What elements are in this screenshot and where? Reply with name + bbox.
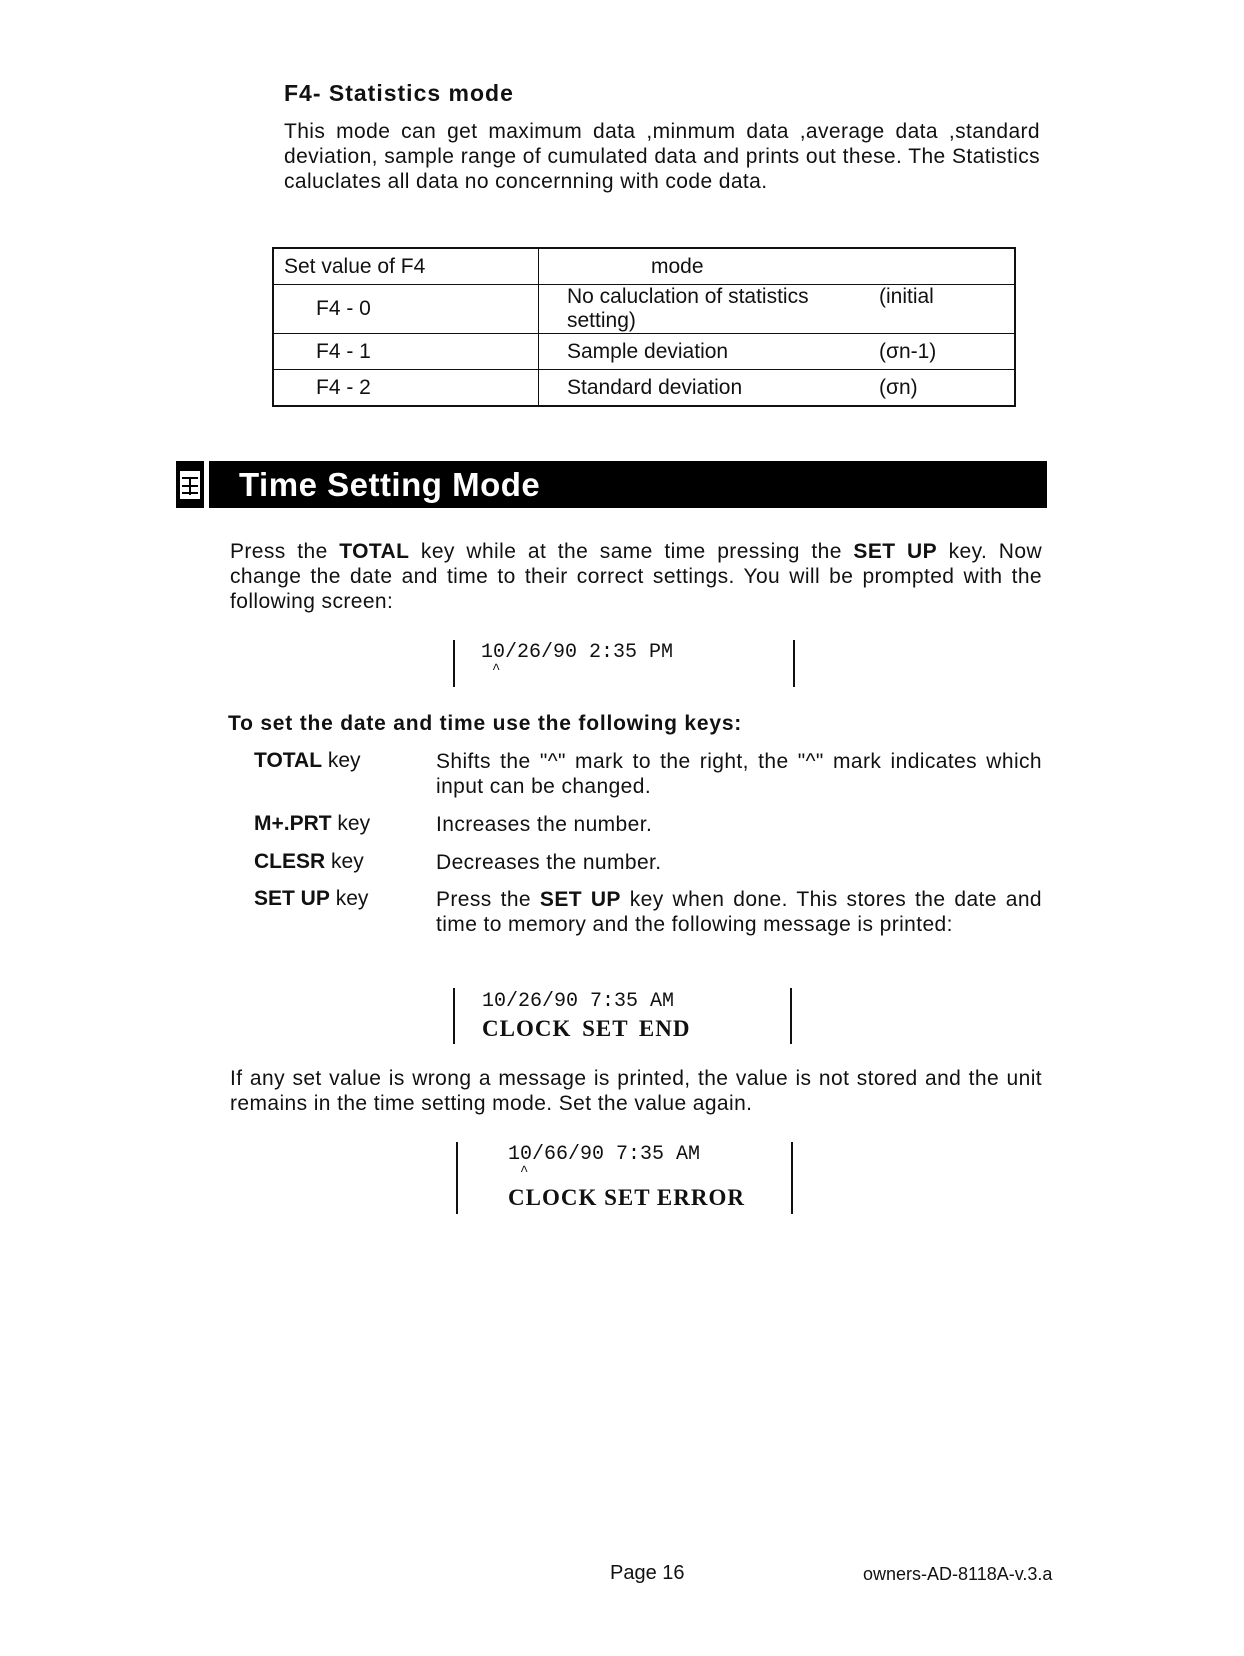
text: key: [331, 812, 371, 835]
key-label-setup: [254, 887, 368, 911]
table-row: [273, 370, 1015, 407]
section-title: Time Setting Mode: [209, 461, 1047, 508]
table-cell: [539, 370, 1016, 407]
key-name: TOTAL: [339, 540, 410, 563]
text: key while at the same time pressing the: [409, 540, 854, 563]
key-name: SET UP: [853, 540, 938, 563]
screen-border: [456, 1142, 458, 1214]
key-name: CLESR: [254, 850, 326, 873]
calendar-icon: [176, 461, 204, 508]
error-paragraph: If any set value is wrong a message is printed, the value is not stored and the unit remains in the time setting mode. Set the value again.: [230, 1067, 1042, 1115]
table-header: Set value of F4: [273, 248, 539, 285]
table-cell: [539, 334, 1016, 370]
key-desc-mprt: Increases the number.: [436, 813, 653, 836]
mode-note: (initial setting): [567, 285, 934, 332]
mode-text: Sample deviation: [567, 339, 729, 363]
screen-message: CLOCK SET ERROR: [508, 1185, 745, 1210]
table-row: [273, 285, 1015, 334]
key-name: SET UP: [539, 888, 621, 911]
f4-settings-table: [272, 247, 1016, 407]
screen-border: [793, 640, 795, 687]
screen-border: [453, 640, 455, 687]
key-label-total: [254, 749, 361, 773]
text: key: [329, 887, 369, 910]
f4-paragraph: This mode can get maximum data ,minmum data ,average data ,standard deviation, sample range of cumulated data and prints out these. The Statistics caluclates all data no concernning with code data.: [284, 120, 1040, 193]
table-header-row: [273, 248, 1015, 285]
mode-note: (σn): [879, 375, 918, 399]
document-id: owners-AD-8118A-v.3.a: [863, 1564, 1053, 1584]
key-desc-total: Shifts the "^" mark to the right, the "^" mark indicates which input can be changed.: [436, 750, 1042, 798]
screen-caret: ^: [492, 662, 501, 678]
screen-border: [453, 988, 455, 1044]
text: Press the: [436, 888, 540, 911]
screen-line: 10/26/90 7:35 AM: [482, 990, 675, 1013]
text: Press the: [230, 540, 340, 563]
f4-heading: F4- Statistics mode: [284, 80, 514, 106]
key-label-clesr: [254, 850, 364, 874]
screen-border: [790, 988, 792, 1044]
text: key. Now change the date and time to their correct settings. You will be prompted with the following screen:: [230, 540, 1043, 613]
table-header: mode: [539, 248, 1016, 285]
text: key: [322, 749, 361, 772]
page-number: Page 16: [610, 1562, 685, 1584]
key-label-mprt: [254, 812, 370, 836]
keys-heading: To set the date and time use the following keys:: [228, 712, 743, 735]
text: key: [325, 850, 364, 873]
key-desc-setup: [436, 887, 1042, 937]
mode-text: No caluclation of statistics: [567, 285, 809, 308]
mode-note: (σn-1): [879, 339, 937, 363]
mode-text: Standard deviation: [567, 375, 743, 399]
screen-line: 10/26/90 2:35 PM: [481, 641, 674, 664]
screen-message: CLOCK SET END: [482, 1016, 691, 1041]
screen-border: [791, 1142, 793, 1214]
key-desc-clesr: Decreases the number.: [436, 851, 662, 874]
key-name: SET UP: [254, 887, 330, 910]
screen-caret: ^: [520, 1164, 529, 1180]
table-cell: F4 - 1: [273, 334, 539, 370]
table-cell: F4 - 0: [273, 285, 539, 334]
text: key when done. This stores the date and time to memory and the following message is printed:: [436, 888, 1042, 936]
key-name: TOTAL: [254, 749, 323, 772]
table-row: [273, 334, 1015, 370]
table-cell: [539, 285, 1016, 334]
table-cell: F4 - 2: [273, 370, 539, 407]
key-name: M+.PRT: [254, 812, 332, 835]
screen-line: 10/66/90 7:35 AM: [508, 1143, 701, 1166]
intro-paragraph: [230, 539, 1042, 614]
